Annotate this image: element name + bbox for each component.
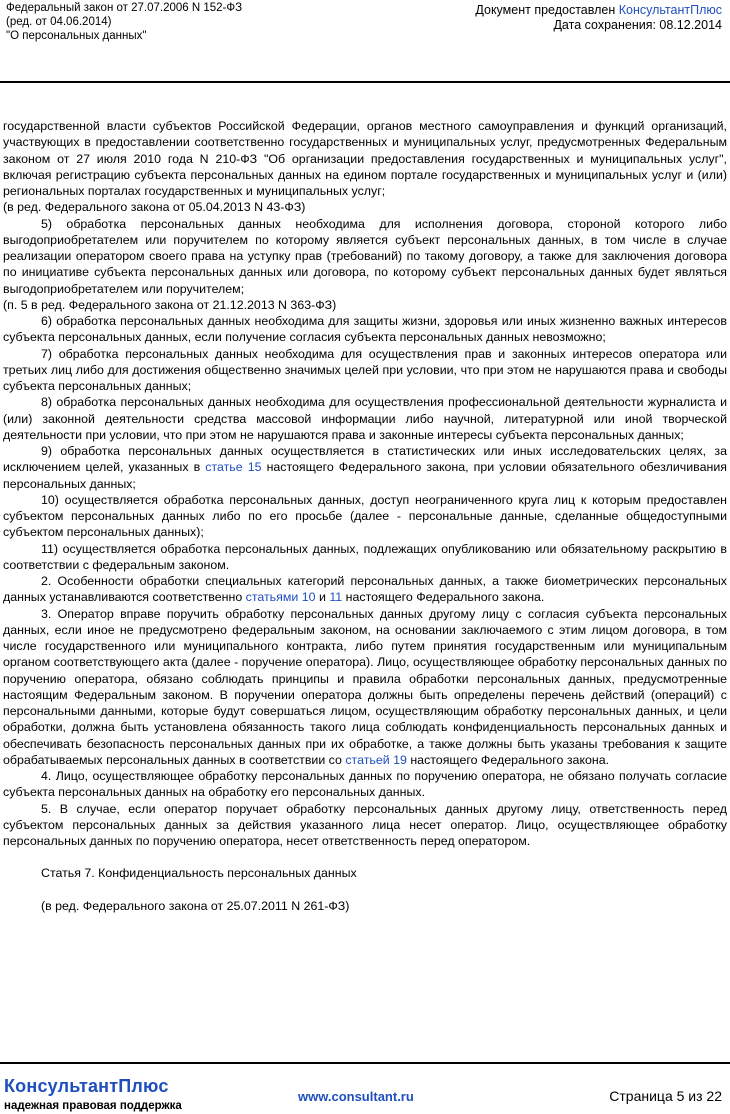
paragraph: 6) обработка персональных данных необходима для защиты жизни, здоровья или иных жизненно важных интересов субъекта персональных данных, если получение согласия субъекта персональных данных невозможно; — [3, 314, 727, 345]
paragraph: государственной власти субъектов Российской Федерации, органов местного самоуправления и функций организаций, участвующих в предоставлении соответственно государственных и муниципальных услуг, предусмотренных Федеральным законом от 27 июля 2010 года N 210-ФЗ "Об организации предоставления государственных и муниципальных услуг", включая регистрацию субъекта персональных данных на едином портале государственных и муниципальных услуг и (или) региональных порталах государственных и муниципальных услуг; — [3, 119, 727, 198]
footer-divider — [0, 1062, 730, 1064]
paragraph: 9) обработка персональных данных осуществляется в статистических или иных исследовательских целях, за исключением целей, указанных в статье 15 настоящего Федерального закона, при условии обязательного обезличивания персональных данных; — [3, 444, 727, 491]
header-provided-by: Документ предоставлен КонсультантПлюс — [475, 3, 722, 17]
paragraph: 2. Особенности обработки специальных категорий персональных данных, а также биометрических персональных данных устанавливаются соответственно статьями 10 и 11 настоящего Федерального закона. — [3, 574, 727, 605]
header-saved-date: Дата сохранения: 08.12.2014 — [553, 18, 722, 32]
header-divider — [0, 81, 730, 83]
paragraph: 4. Лицо, осуществляющее обработку персональных данных по поручению оператора, не обязано получать согласие субъекта персональных данных на обработку его персональных данных. — [3, 769, 727, 800]
paragraph: 10) осуществляется обработка персональных данных, доступ неограниченного круга лиц к которым предоставлен субъектом персональных данных либо по его просьбе (далее - персональные данные, сделанные общедоступными субъектом персональных данных); — [3, 492, 727, 540]
header-law-revision: (ред. от 04.06.2014) — [6, 16, 112, 28]
paragraph: 11) осуществляется обработка персональных данных, подлежащих опубликованию или обязательному раскрытию в соответствии с федеральным законом. — [3, 541, 727, 572]
link-article-11[interactable]: 11 — [329, 590, 343, 605]
article-heading: Статья 7. Конфиденциальность персональных данных — [41, 866, 357, 881]
paragraph: 5. В случае, если оператор поручает обработку персональных данных другому лицу, ответственность перед субъектом персональных данных за действия указанного лица несет оператор. Лицо, осуществляющее обработку персональных данных по поручению оператора, несет ответственность перед оператором. — [3, 801, 727, 848]
header-brand-link[interactable]: КонсультантПлюс — [618, 3, 722, 17]
footer-page-number: Страница 5 из 22 — [609, 1088, 722, 1104]
header-law-title: Федеральный закон от 27.07.2006 N 152-ФЗ — [6, 2, 243, 14]
paragraph: 7) обработка персональных данных необходима для осуществления прав и законных интересов оператора или третьих лиц либо для достижения общественно значимых целей при условии, что при этом не нарушаются права и свободы субъекта персональных данных; — [3, 346, 727, 393]
revision-note: (в ред. Федерального закона от 25.07.2011 N 261-ФЗ) — [41, 898, 350, 913]
link-article-19[interactable]: статьей 19 — [345, 752, 407, 767]
link-articles-10[interactable]: статьями 10 — [245, 590, 316, 605]
paragraph: 3. Оператор вправе поручить обработку персональных данных другому лицу с согласия субъекта персональных данных, если иное не предусмотрено федеральным законом, на основании заключаемого с этим лицом договора, в том числе государственного или муниципального контракта, либо путем принятия государственным или муниципальным органом соответствующего акта (далее - поручение оператора). Лицо, осуществляющее обработку персональных данных по поручению оператора, обязано соблюдать принципы и правила обработки персональных данных, предусмотренные настоящим Федеральным законом. В поручении оператора должны быть определены перечень действий (операций) с персональными данными, которые будут совершаться лицом, осуществляющим обработку персональных данных, и цели обработки, должна быть установлена обязанность такого лица соблюдать конфиденциальность персональных данных и обеспечивать безопасность персональных данных при их обработке, а также должны быть указаны требования к защите обрабатываемых персональных данных в соответствии со статьей 19 настоящего Федерального закона. — [3, 606, 727, 767]
header-provider-info — [475, 3, 722, 33]
header-document-info — [6, 1, 242, 43]
document-body — [0, 118, 730, 914]
footer-brand: КонсультантПлюс — [4, 1076, 169, 1096]
paragraph: 8) обработка персональных данных необходима для осуществления профессиональной деятельности журналиста и (или) законной деятельности средства массовой информации либо научной, литературной или иной творческой деятельности при условии, что при этом не нарушаются права и законные интересы субъекта персональных данных; — [3, 395, 727, 442]
revision-note: (п. 5 в ред. Федерального закона от 21.12.2013 N 363-ФЗ) — [3, 297, 337, 312]
footer-logo — [4, 1076, 182, 1113]
header-law-name: "О персональных данных" — [6, 30, 147, 42]
revision-note: (в ред. Федерального закона от 05.04.2013 N 43-ФЗ) — [3, 200, 306, 215]
footer-website-link[interactable]: www.consultant.ru — [298, 1089, 414, 1104]
footer-tagline: надежная правовая поддержка — [4, 1100, 182, 1112]
link-article-15[interactable]: статье 15 — [205, 460, 262, 475]
paragraph: 5) обработка персональных данных необходима для исполнения договора, стороной которого либо выгодоприобретателем или поручителем по которому является субъект персональных данных, в том числе в случае реализации оператором своего права на уступку прав (требований) по такому договору, а также для заключения договора по инициативе субъекта персональных данных или договора, по которому субъект персональных данных будет являться выгодоприобретателем или поручителем; — [3, 216, 727, 296]
